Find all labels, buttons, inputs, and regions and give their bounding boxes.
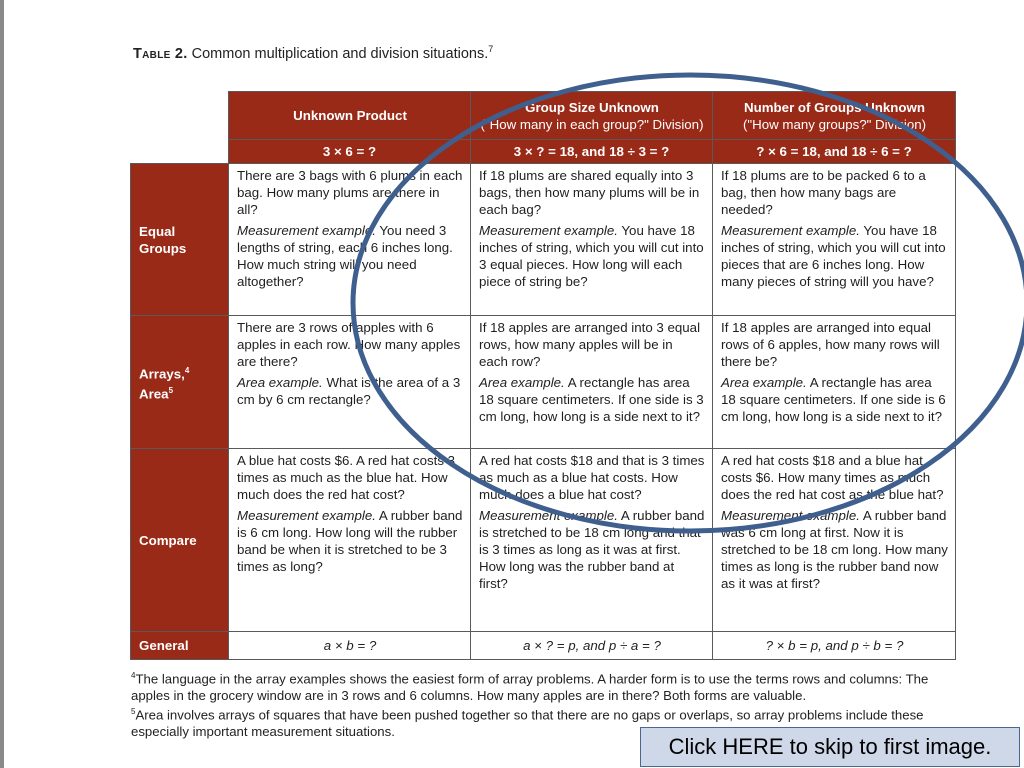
row-label-general: General — [131, 632, 229, 660]
footnote-5: $^5$Area involves arrays of squares that have been pushed together so that there are no gaps or overlaps, so array problems include these especially important measurement situations. — [131, 707, 924, 740]
equation-number-of-groups-unknown: ? × 6 = 18, and 18 ÷ 6 = ? — [713, 140, 956, 164]
row-label-arrays-area: Arrays,$^4$ Area$^5$ — [131, 316, 229, 449]
cell-compare-number-of-groups: A red hat costs $18 and a blue hat costs $6. How many times as much does the red hat cost as the blue hat? Measurement example. A rubber band was 6 cm long at first. Now it is stretched to be 18 cm long. How many times as long is the rubber band now as it was at first? — [713, 449, 956, 632]
cell-equal-groups-number-of-groups: If 18 plums are to be packed 6 to a bag, then how many bags are needed? Measurement example. You have 18 inches of string, which you will cut into pieces that are 6 inches long. How many pieces of string will you have? — [713, 164, 956, 316]
footnote-4: $^4$The language in the array examples shows the easiest form of array problems. A harder form is to use the terms rows and columns: The apples in the grocery window are in 3 rows and 6 columns. How many apples are in there? Both forms are valuable. — [131, 671, 929, 703]
col-header-unknown-product: Unknown Product — [229, 92, 471, 140]
row-label-equal-groups: Equal Groups — [131, 164, 229, 316]
table-caption-text: Common multiplication and division situations. — [187, 45, 489, 62]
col-header-number-of-groups-unknown: Number of Groups Unknown ("How many groups?" Division) — [713, 92, 956, 140]
skip-to-first-image-button[interactable]: Click HERE to skip to first image. — [640, 727, 1020, 767]
cell-arrays-number-of-groups: If 18 apples are arranged into equal rows of 6 apples, how many rows will there be? Area example. A rectangle has area 18 square centimeters. If one side is 6 cm long, how long is a side next to it? — [713, 316, 956, 449]
row-arrays-area — [131, 316, 956, 449]
row-equal-groups — [131, 164, 956, 316]
equation-unknown-product: 3 × 6 = ? — [229, 140, 471, 164]
table-caption-footnote-mark: 7 — [488, 44, 494, 54]
table-caption — [133, 44, 493, 62]
cell-compare-unknown-product: A blue hat costs $6. A red hat costs 3 times as much as the blue hat. How much does the red hat cost? Measurement example. A rubber band is 6 cm long. How long will the rubber band be when it is stretched to be 3 times as long? — [229, 449, 471, 632]
row-general — [131, 632, 956, 660]
general-number-of-groups: ? × b = p, and p ÷ b = ? — [713, 632, 956, 660]
col-header-group-size-unknown: Group Size Unknown ("How many in each group?" Division) — [471, 92, 713, 140]
cell-compare-group-size: A red hat costs $18 and that is 3 times as much as a blue hat costs. How much does a blue hat cost? Measurement example. A rubber band is stretched to be 18 cm long and that is 3 times as long as it was at first. How long was the rubber band at first? — [471, 449, 713, 632]
equation-row — [131, 140, 956, 164]
cell-equal-groups-unknown-product: There are 3 bags with 6 plums in each bag. How many plums are there in all? Measurement example. You need 3 lengths of string, each 6 inches long. How much string will you need altogether? — [229, 164, 471, 316]
table-caption-label: Table 2. — [133, 45, 188, 62]
cell-arrays-unknown-product: There are 3 rows of apples with 6 apples in each row. How many apples are there? Area example. What is the area of a 3 cm by 6 cm rectangle? — [229, 316, 471, 449]
cell-arrays-group-size: If 18 apples are arranged into 3 equal rows, how many apples will be in each row? Area example. A rectangle has area 18 square centimeters. If one side is 3 cm long, how long is a side next to it? — [471, 316, 713, 449]
column-title-row — [131, 92, 956, 140]
equation-group-size-unknown: 3 × ? = 18, and 18 ÷ 3 = ? — [471, 140, 713, 164]
page-left-border — [0, 0, 4, 768]
general-unknown-product: a × b = ? — [229, 632, 471, 660]
row-compare — [131, 449, 956, 632]
general-group-size: a × ? = p, and p ÷ a = ? — [471, 632, 713, 660]
header-blank-cell — [131, 92, 229, 164]
row-label-compare: Compare — [131, 449, 229, 632]
multiplication-division-table — [130, 91, 956, 660]
cell-equal-groups-group-size: If 18 plums are shared equally into 3 bags, then how many plums will be in each bag? Measurement example. You have 18 inches of string, which you will cut into 3 equal pieces. How long will each piece of string be? — [471, 164, 713, 316]
